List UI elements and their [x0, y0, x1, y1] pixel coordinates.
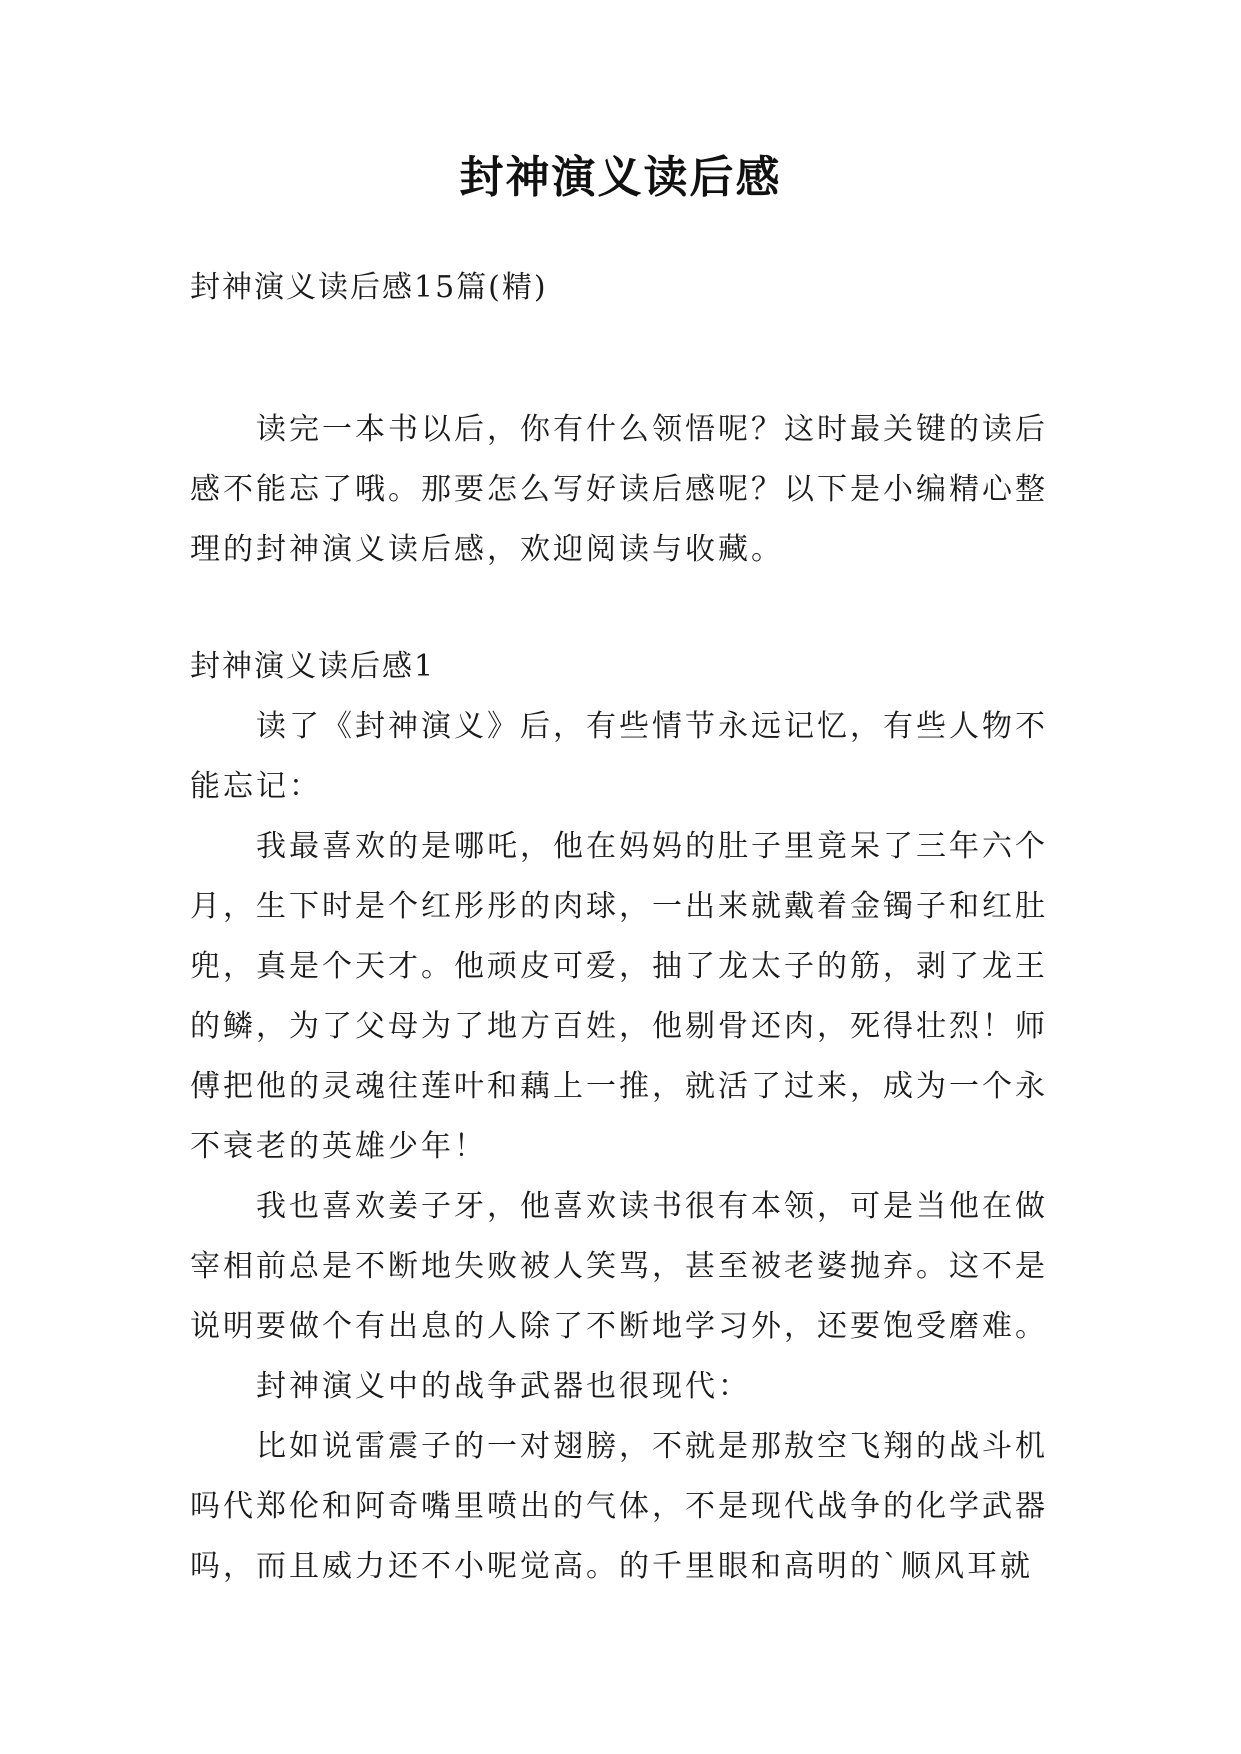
document-title: 封神演义读后感: [459, 152, 782, 203]
document-subtitle: [190, 258, 1068, 318]
paragraph: 我也喜欢姜子牙，他喜欢读书很有本领，可是当他在做宰相前总是不断地失败被人笑骂，甚至被老婆抛弃。这不是说明要做个有出息的人除了不断地学习外，还要饱受磨难。: [190, 1189, 1048, 1344]
paragraph: 封神演义中的战争武器也很现代：: [256, 1369, 751, 1404]
section-heading: 封神演义读后感1: [190, 649, 436, 684]
intro-text: 读完一本书以后，你有什么领悟呢？这时最关键的读后感不能忘了哦。那要怎么写好读后感呢？以下是小编精心整理的封神演义读后感，欢迎阅读与收藏。: [190, 412, 1048, 567]
subtitle-text: 封神演义读后感15篇(精): [190, 270, 548, 305]
paragraph: 读了《封神演义》后，有些情节永远记忆，有些人物不能忘记：: [190, 709, 1048, 804]
essay-section: [190, 637, 1068, 1597]
intro-paragraph: [190, 400, 1068, 580]
paragraph: 比如说雷震子的一对翅膀，不就是那敖空飞翔的战斗机吗代郑伦和阿奇嘴里喷出的气体，不是现代战争的化学武器吗，而且威力还不小呢觉高。的千里眼和高明的`顺风耳就: [190, 1429, 1048, 1584]
paragraph: 我最喜欢的是哪吒，他在妈妈的肚子里竟呆了三年六个月，生下时是个红彤彤的肉球，一出来就戴着金镯子和红肚兜，真是个天才。他顽皮可爱，抽了龙太子的筋，剥了龙王的鳞，为了父母为了地方百姓，他剔骨还肉，死得壮烈！师傅把他的灵魂往莲叶和藕上一推，就活了过来，成为一个永不衰老的英雄少年！: [190, 829, 1048, 1164]
